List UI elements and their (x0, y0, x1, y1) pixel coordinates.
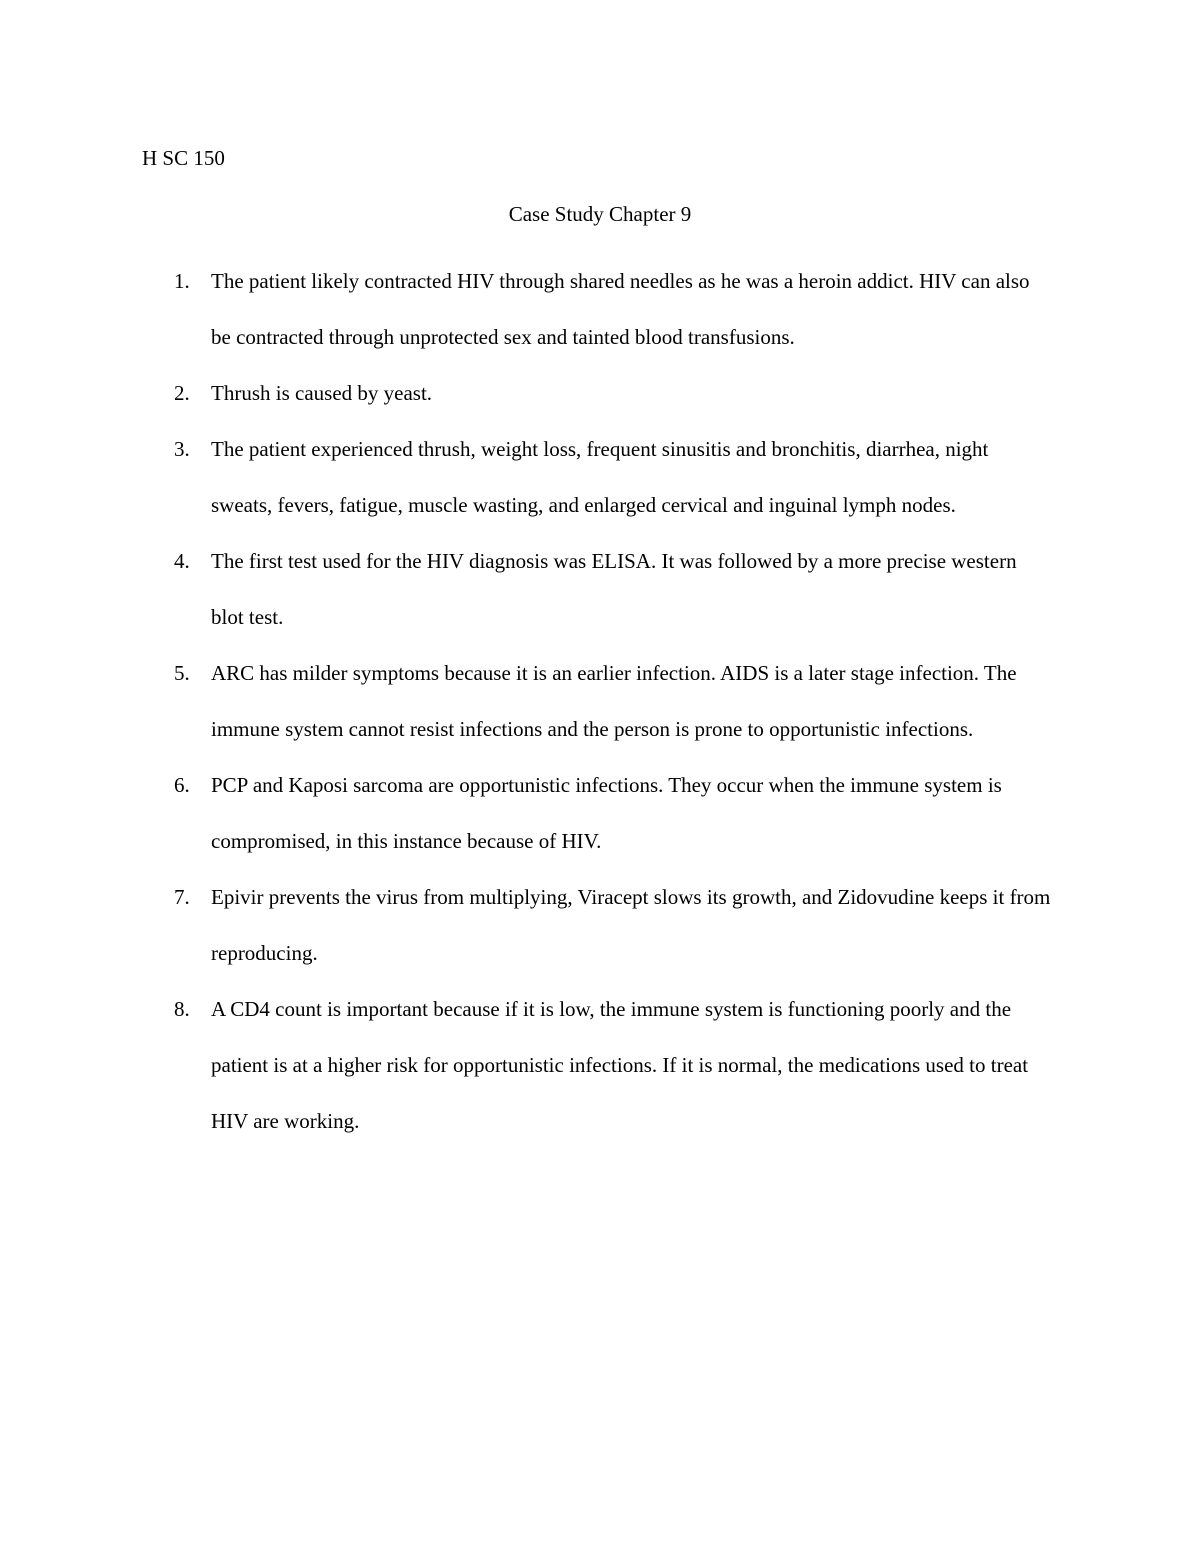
answer-number: 8. (174, 997, 190, 1021)
answer-item-8 (0, 981, 1200, 1149)
answer-text: A CD4 count is important because if it is low, the immune system is functioning poorly and the patient is at a higher risk for opportunistic infections. If it is normal, the medications used to treat HIV are working. (211, 997, 1029, 1133)
answer-text: Thrush is caused by yeast. (211, 381, 433, 405)
answer-text: ARC has milder symptoms because it is an earlier infection. AIDS is a later stage infection. The immune system cannot resist infections and the person is prone to opportunistic infections. (211, 661, 1017, 741)
answer-number: 2. (174, 381, 190, 405)
answer-text: The patient experienced thrush, weight loss, frequent sinusitis and bronchitis, diarrhea, night sweats, fevers, fatigue, muscle wasting, and enlarged cervical and inguinal lymph nodes. (211, 437, 989, 517)
answer-item-2 (0, 365, 1200, 421)
document-title: Case Study Chapter 9 (508, 202, 692, 226)
answer-number: 4. (174, 549, 190, 573)
answer-item-5 (0, 645, 1200, 757)
answer-number: 1. (174, 269, 190, 293)
answer-text: Epivir prevents the virus from multiplying, Viracept slows its growth, and Zidovudine keeps it from reproducing. (211, 885, 1051, 965)
answer-item-1 (0, 253, 1200, 365)
course-code: H SC 150 (142, 146, 225, 170)
answer-number: 7. (174, 885, 190, 909)
answer-item-7 (0, 869, 1200, 981)
answer-item-6 (0, 757, 1200, 869)
answer-text: The patient likely contracted HIV through shared needles as he was a heroin addict. HIV can also be contracted through unprotected sex and tainted blood transfusions. (211, 269, 1030, 349)
answer-number: 3. (174, 437, 190, 461)
answer-text: PCP and Kaposi sarcoma are opportunistic infections. They occur when the immune system is compromised, in this instance because of HIV. (211, 773, 1002, 853)
answer-number: 6. (174, 773, 190, 797)
answer-item-3 (0, 421, 1200, 533)
answer-number: 5. (174, 661, 190, 685)
answer-item-4 (0, 533, 1200, 645)
answer-text: The first test used for the HIV diagnosis was ELISA. It was followed by a more precise western blot test. (211, 549, 1017, 629)
answer-list (0, 253, 1200, 1149)
